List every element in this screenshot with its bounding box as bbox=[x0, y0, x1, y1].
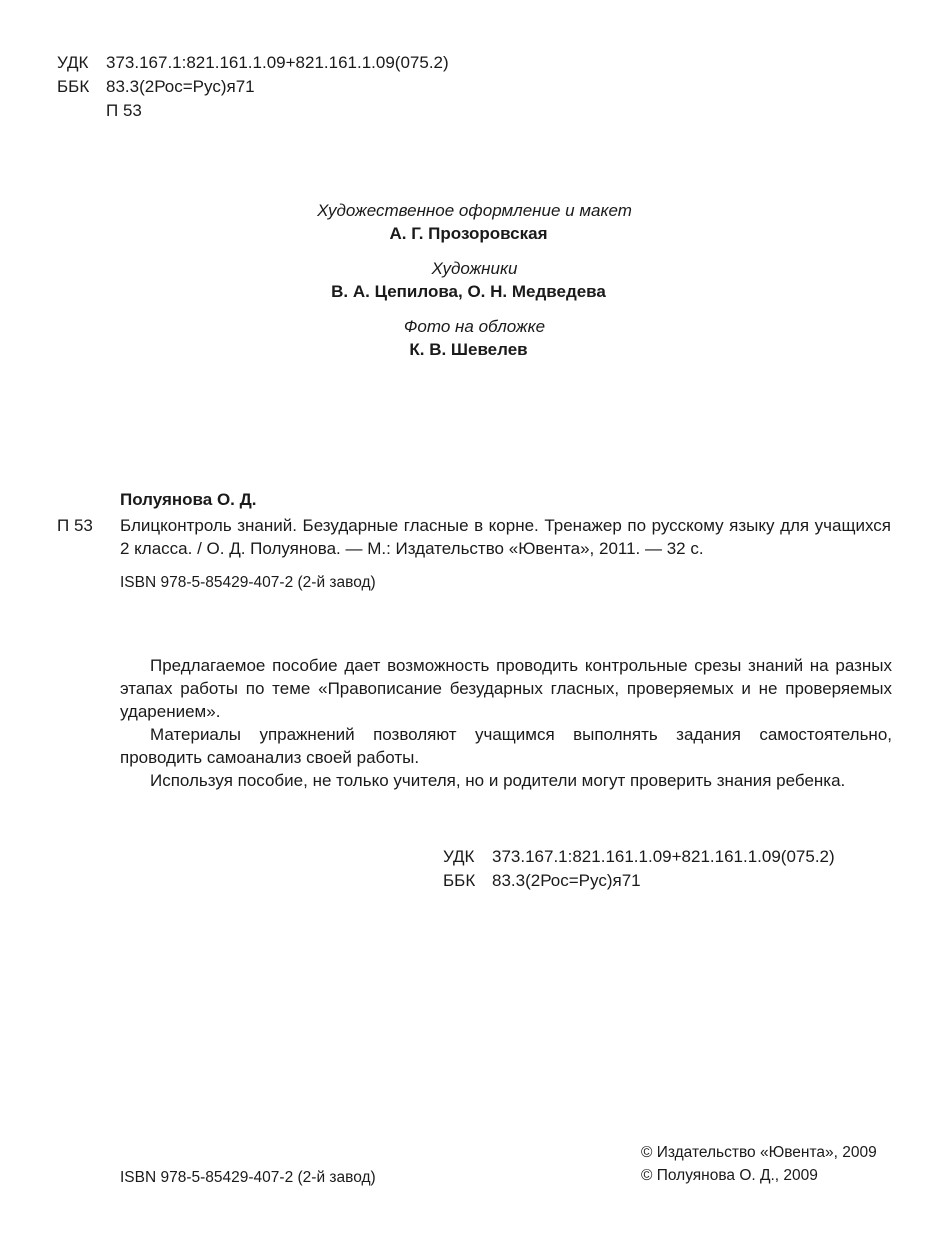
bbk-label: ББК bbox=[57, 77, 90, 96]
author-mark: П 53 bbox=[106, 101, 142, 120]
record-mark: П 53 bbox=[57, 516, 93, 535]
copyright-author: © Полуянова О. Д., 2009 bbox=[641, 1167, 818, 1184]
credit-name-design: А. Г. Прозоровская bbox=[389, 223, 548, 243]
annotation-paragraph: Предлагаемое пособие дает возможность проводить контрольные срезы знаний на разных этапах работы по теме «Правописание безударных гласных, проверяемых и не проверяемых ударением». bbox=[120, 656, 892, 721]
bbk-row bbox=[57, 76, 449, 100]
bbk-value: 83.3(2Рос=Рус)я71 bbox=[106, 77, 255, 96]
credits-block bbox=[0, 200, 937, 374]
record-description: Блицконтроль знаний. Безударные гласные в корне. Тренажер по русскому языку для учащихся 2 класса. / О. Д. Полуянова. — М.: Издательство «Ювента», 2011. — 32 с. bbox=[120, 516, 891, 558]
credit-name-photo: К. В. Шевелев bbox=[409, 339, 528, 359]
udk-label: УДК bbox=[443, 847, 475, 866]
credit-role-artists: Художники bbox=[431, 258, 518, 278]
record-author: Полуянова О. Д. bbox=[120, 490, 257, 509]
bbk-label: ББК bbox=[443, 871, 476, 890]
udk-label: УДК bbox=[57, 53, 89, 72]
record-entry bbox=[57, 515, 891, 561]
bbk-value: 83.3(2Рос=Рус)я71 bbox=[492, 871, 641, 890]
footer-isbn: ISBN 978-5-85429-407-2 (2-й завод) bbox=[120, 1169, 376, 1186]
bibliographic-record bbox=[57, 489, 891, 594]
credit-name-artists: В. А. Цепилова, О. Н. Медведева bbox=[331, 281, 606, 301]
udk-value: 373.167.1:821.161.1.09+821.161.1.09(075.2) bbox=[106, 53, 449, 72]
copyright-publisher: © Издательство «Ювента», 2009 bbox=[641, 1144, 877, 1161]
bottom-classification-block bbox=[443, 846, 835, 894]
udk-row bbox=[57, 52, 449, 76]
annotation-paragraph: Используя пособие, не только учителя, но и родители могут проверить знания ребенка. bbox=[150, 770, 846, 790]
copyright-block bbox=[641, 1143, 877, 1189]
credit-role-photo: Фото на обложке bbox=[403, 316, 546, 336]
annotation-block bbox=[120, 655, 892, 793]
udk-row bbox=[443, 846, 835, 870]
credit-role-design: Художественное оформление и макет bbox=[317, 201, 632, 220]
annotation-paragraph: Материалы упражнений позволяют учащимся выполнять задания самостоятельно, проводить самоанализ своей работы. bbox=[120, 724, 892, 767]
record-isbn: ISBN 978-5-85429-407-2 (2-й завод) bbox=[120, 573, 376, 591]
bbk-row bbox=[443, 870, 835, 894]
udk-value: 373.167.1:821.161.1.09+821.161.1.09(075.2) bbox=[492, 847, 835, 866]
top-classification-block bbox=[57, 52, 449, 124]
